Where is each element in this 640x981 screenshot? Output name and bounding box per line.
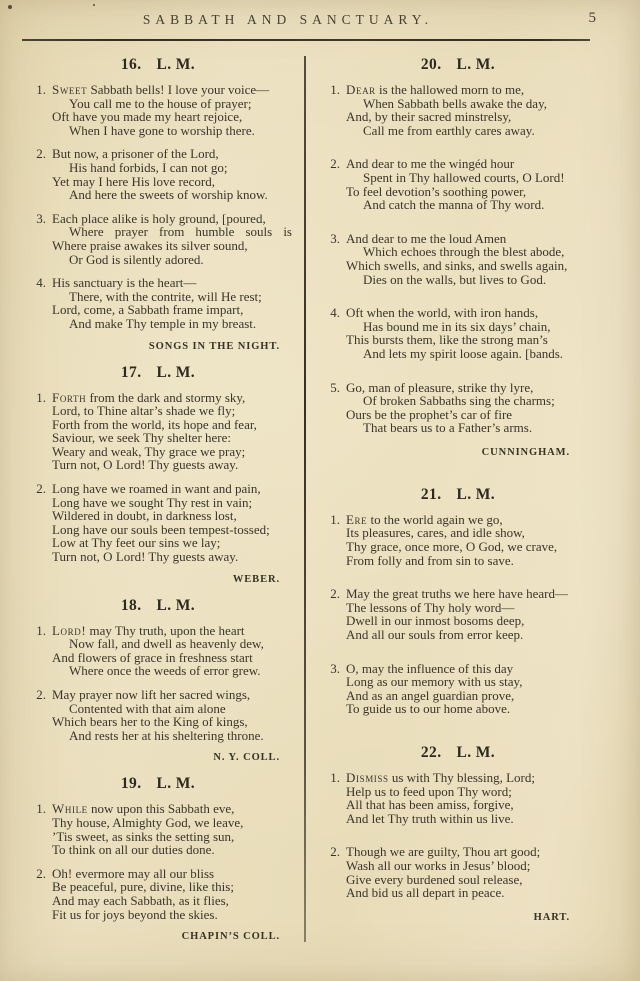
header-rule: [22, 39, 590, 41]
hymn-number: 19.: [120, 775, 142, 793]
verse-line: And as an angel guardian prove,: [346, 687, 515, 703]
verse-line: All that has been amiss, forgive,: [346, 797, 514, 813]
verse-line: Lord! may Thy truth, upon the heart: [52, 622, 245, 638]
verse-line: To think on all our duties done.: [52, 842, 215, 858]
verse-lines: [52, 212, 294, 266]
verse-lines: [346, 587, 600, 641]
hymn-meter: L. M.: [456, 485, 496, 503]
verse-line: And let Thy truth within us live.: [346, 810, 514, 826]
verse-line: And flowers of grace in freshness start: [52, 649, 253, 665]
verse-line: And dear to me the wingéd hour: [346, 156, 515, 172]
verse-number: 2.: [36, 865, 46, 881]
hymn-16: [22, 56, 294, 352]
attribution: SONGS IN THE NIGHT.: [148, 340, 280, 352]
verse-number: 1.: [36, 389, 46, 405]
verse-line: Oft have you made my heart rejoice,: [52, 109, 243, 125]
verse-number: 1.: [330, 82, 340, 97]
verse-line: Dwell in our inmost bosoms deep,: [346, 613, 525, 629]
verse-number: 2.: [330, 156, 340, 172]
hymn-number: 22.: [420, 744, 442, 761]
verse-line: There, with the contrite, will He rest;: [69, 288, 262, 304]
verse-line: This bursts them, like the strong man’s: [346, 332, 548, 348]
verse-lines: [346, 157, 600, 211]
hymn-21: [316, 486, 600, 716]
left-column: [22, 56, 294, 971]
verse-line: Oft when the world, with iron hands,: [346, 305, 539, 321]
verse-line: Dies on the walls, but lives to God.: [363, 271, 547, 287]
lead-word: Dismiss: [346, 770, 389, 785]
verse-line: Thy grace, once more, O God, we crave,: [346, 539, 558, 555]
verse-line: Long as our memory with us stay,: [346, 674, 523, 690]
verse-line: Lord, to Thine altar’s shade we fly;: [52, 403, 236, 419]
hymn-heading: [316, 744, 600, 762]
verse: [316, 513, 600, 567]
verse-line: Be peaceful, pure, divine, like this;: [52, 879, 234, 895]
verse-line: Of broken Sabbaths sing the charms;: [363, 393, 555, 409]
verse-line: Now fall, and dwell as heavenly dew,: [69, 636, 264, 652]
verse: [316, 381, 600, 435]
verse-line: May prayer now lift her sacred wings,: [52, 687, 251, 702]
verse-lines: [52, 147, 294, 201]
hymn-heading: [22, 775, 294, 793]
attribution: CUNNINGHAM.: [481, 446, 570, 458]
verse: [316, 587, 600, 641]
verse-number: 3.: [330, 660, 340, 676]
verse-line: And all our souls from error keep.: [346, 627, 524, 643]
page-header: [0, 0, 640, 36]
verse-number: 1.: [36, 622, 46, 638]
hymn-19: [22, 775, 294, 942]
verse-line: Wash all our works in Jesus’ blood;: [346, 857, 531, 873]
verse: [316, 157, 600, 211]
verse-line: Forth from the world, its hope and fear,: [52, 416, 257, 432]
hymn-heading: [22, 364, 294, 382]
verse-line: Go, man of pleasure, strike thy lyre,: [346, 379, 534, 395]
verse-line: That bears us to a Father’s arms.: [363, 420, 533, 436]
verse-lines: [346, 306, 600, 360]
verse-line: Where prayer from humble souls is: [69, 224, 292, 240]
verse-lines: [52, 276, 294, 330]
verse-line: From folly and from sin to save.: [346, 552, 514, 568]
verse-number: 2.: [36, 687, 46, 702]
verse-lines: [346, 381, 600, 435]
verse-line: When Sabbath bells awake the day,: [363, 95, 547, 111]
verse-line: Contented with that aim alone: [69, 700, 226, 716]
verse-number: 2.: [36, 146, 46, 162]
verse-number: 4.: [36, 275, 46, 291]
verse: [316, 845, 600, 899]
page-number: 5: [588, 10, 596, 26]
verse-line: And here the sweets of worship know.: [69, 187, 268, 203]
verse-line: Give every burdened soul release,: [346, 871, 523, 887]
verse: [316, 83, 600, 137]
hymn-number: 18.: [120, 596, 142, 614]
verse-line: Wildered in doubt, in darkness lost,: [52, 508, 237, 524]
verse-line: Low at Thy feet our sins we lay;: [52, 535, 221, 551]
verse-line: Forth from the dark and stormy sky,: [52, 389, 246, 405]
verse: [316, 232, 600, 286]
verse: [22, 482, 294, 564]
verse-line: Each place alike is holy ground, [poured,: [52, 210, 266, 226]
verse-line: Where once the weeds of error grew.: [69, 663, 261, 679]
attribution: WEBER.: [232, 573, 280, 585]
verse-line: Which echoes through the blest abode,: [363, 244, 565, 260]
verse-lines: [52, 391, 294, 473]
verse-line: To feel devotion’s soothing power,: [346, 183, 527, 199]
verse-lines: [346, 662, 600, 716]
hymn-meter: L. M.: [156, 56, 196, 73]
verse-line: Lord, come, a Sabbath frame impart,: [52, 302, 244, 318]
verse-number: 1.: [36, 82, 46, 97]
verse-number: 5.: [330, 379, 340, 395]
verse-line: Though we are guilty, Thou art good;: [346, 844, 541, 860]
verse-line: Call me from earthly cares away.: [363, 122, 535, 138]
verse: [316, 662, 600, 716]
verse-line: To guide us to our home above.: [346, 701, 511, 717]
lead-word: Dear: [346, 82, 376, 97]
verse-lines: [52, 83, 294, 137]
verse-line: May the great truths we here have heard—: [346, 586, 568, 602]
verse-line: Turn not, O Lord! Thy guests away.: [52, 549, 239, 565]
verse-line: But now, a prisoner of the Lord,: [52, 146, 219, 162]
hymn-18: [22, 597, 294, 764]
attribution: N. Y. COLL.: [213, 752, 280, 764]
verse-number: 4.: [330, 305, 340, 321]
hymn-meter: L. M.: [156, 775, 196, 793]
hymn-heading: [22, 597, 294, 615]
verse-line: Yet may I here His love record,: [52, 173, 215, 189]
verse-number: 2.: [330, 844, 340, 860]
lead-word: Forth: [52, 389, 87, 405]
verse-line: Which bears her to the King of kings,: [52, 714, 248, 730]
verse-lines: [346, 513, 600, 567]
verse-line: Which swells, and sinks, and swells again,: [346, 257, 568, 273]
verse-line: ’Tis sweet, as sinks the setting sun,: [52, 828, 235, 844]
verse-line: Has bound me in its six days’ chain,: [363, 318, 551, 334]
verse-line: When I have gone to worship there.: [69, 122, 255, 138]
verse: [316, 306, 600, 360]
verse-number: 1.: [36, 801, 46, 817]
verse: [316, 771, 600, 825]
hymn-22: [316, 744, 600, 923]
lead-word: Lord!: [52, 622, 87, 638]
verse-lines: [52, 624, 294, 678]
verse-line: Turn not, O Lord! Thy guests away.: [52, 457, 239, 473]
verse-line: Long have we sought Thy rest in vain;: [52, 494, 253, 510]
verse: [22, 83, 294, 137]
lead-word: While: [52, 801, 88, 817]
verse-line: Help us to feed upon Thy word;: [346, 783, 512, 799]
verse-lines: [52, 802, 294, 856]
hymn-number: 16.: [120, 56, 142, 73]
verse: [22, 147, 294, 201]
verse-line: And rests her at his sheltering throne.: [69, 727, 264, 743]
verse: [22, 624, 294, 678]
verse: [22, 391, 294, 473]
verse-line: And catch the manna of Thy word.: [363, 197, 545, 213]
hymn-20: [316, 56, 600, 458]
verse-number: 3.: [36, 210, 46, 226]
verse-line: Weary and weak, Thy grace we pray;: [52, 443, 246, 459]
verse-number: 1.: [330, 770, 340, 785]
lead-word: Sweet: [52, 82, 88, 97]
running-title: SABBATH AND SANCTUARY.: [142, 12, 434, 27]
verse-line: While now upon this Sabbath eve,: [52, 801, 235, 817]
verse-line: Dismiss us with Thy blessing, Lord;: [346, 770, 535, 785]
hymn-number: 17.: [120, 363, 142, 381]
verse-line: Where praise awakes its silver sound,: [52, 237, 248, 253]
verse-number: 2.: [330, 586, 340, 602]
hymn-17: [22, 364, 294, 585]
verse-line: O, may the influence of this day: [346, 660, 514, 676]
verse-line: Or God is silently adored.: [69, 251, 204, 267]
verse-line: Dear is the hallowed morn to me,: [346, 82, 525, 97]
verse-line: Oh! evermore may all our bliss: [52, 865, 215, 881]
verse-number: 3.: [330, 230, 340, 246]
hymn-heading: [316, 486, 600, 504]
verse-lines: [346, 771, 600, 825]
hymn-meter: L. M.: [156, 596, 196, 614]
column-divider: [304, 56, 306, 942]
verse-number: 2.: [36, 481, 46, 497]
attribution: HART.: [533, 911, 570, 923]
verse-line: And dear to me the loud Amen: [346, 230, 507, 246]
verse-lines: [346, 232, 600, 286]
verse-line: Thy house, Almighty God, we leave,: [52, 814, 244, 830]
verse-line: Long have our souls been tempest-tossed;: [52, 521, 270, 537]
verse-lines: [52, 688, 294, 742]
hymn-columns: [22, 56, 600, 971]
verse-line: And make Thy temple in my breast.: [69, 315, 257, 331]
verse: [22, 802, 294, 856]
verse-line: His sanctuary is the heart—: [52, 275, 197, 291]
verse-line: Sweet Sabbath bells! I love your voice—: [52, 82, 270, 97]
verse-line: Fit us for joys beyond the skies.: [52, 906, 218, 922]
verse-line: Spent in Thy hallowed courts, O Lord!: [363, 169, 565, 185]
verse-line: Long have we roamed in want and pain,: [52, 481, 261, 497]
verse-line: His hand forbids, I can not go;: [69, 159, 228, 175]
hymn-meter: L. M.: [156, 363, 196, 381]
verse-line: The lessons of Thy holy word—: [346, 599, 515, 615]
verse-line: And may each Sabbath, as it flies,: [52, 892, 229, 908]
verse-line: And bid us all depart in peace.: [346, 885, 505, 901]
verse: [22, 276, 294, 330]
hymn-number: 20.: [420, 56, 442, 73]
lead-word: Ere: [346, 511, 368, 527]
verse: [22, 212, 294, 266]
hymn-heading: [316, 56, 600, 74]
verse: [22, 688, 294, 742]
right-column: [316, 56, 600, 971]
hymn-heading: [22, 56, 294, 74]
verse-line: And lets my spirit loose again. [bands.: [363, 345, 564, 361]
verse-number: 1.: [330, 511, 340, 527]
verse-line: Its pleasures, cares, and idle show,: [346, 525, 525, 541]
verse-lines: [346, 83, 600, 137]
hymn-meter: L. M.: [456, 56, 496, 73]
attribution: CHAPIN’S COLL.: [181, 931, 280, 943]
verse-lines: [52, 482, 294, 564]
verse-line: Saviour, we seek Thy shelter here:: [52, 430, 232, 446]
verse: [22, 867, 294, 921]
verse-line: You call me to the house of prayer;: [69, 95, 252, 111]
verse-line: Ere to the world again we go,: [346, 511, 503, 527]
verse-line: And, by their sacred minstrelsy,: [346, 109, 512, 125]
verse-lines: [346, 845, 600, 899]
verse-lines: [52, 867, 294, 921]
verse-line: Ours be the prophet’s car of fire: [346, 406, 513, 422]
hymn-meter: L. M.: [456, 744, 496, 761]
hymn-number: 21.: [420, 485, 442, 503]
